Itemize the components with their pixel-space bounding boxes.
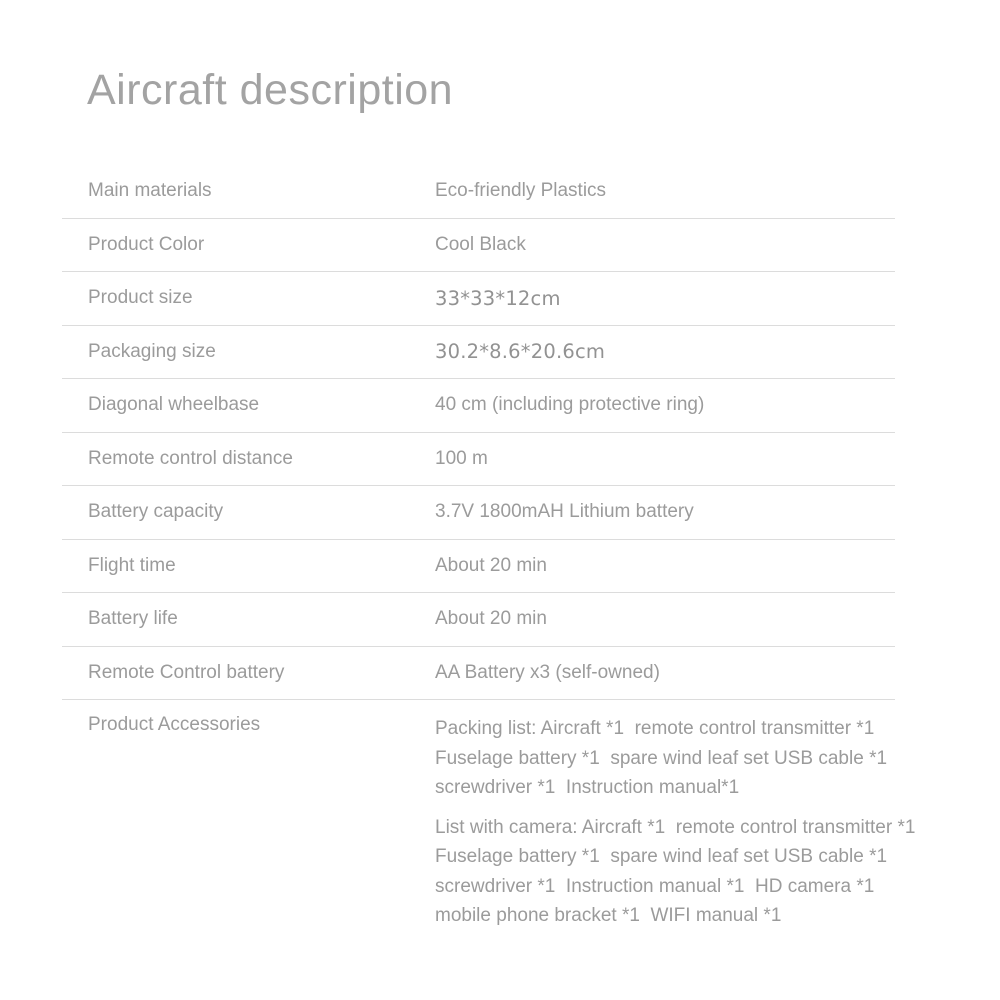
- spec-value-packaging-size: 30.2*8.6*20.6cm: [435, 340, 606, 364]
- table-row: [62, 326, 895, 380]
- camera-list-line: mobile phone bracket *1 WIFI manual *1: [435, 905, 782, 926]
- spec-value-flight-time: About 20 min: [435, 554, 547, 576]
- camera-list-paragraph: [435, 813, 915, 931]
- spec-value-battery-life: About 20 min: [435, 608, 547, 630]
- spec-label-product-accessories: Product Accessories: [88, 714, 261, 735]
- spec-value-remote-control-battery: AA Battery x3 (self-owned): [435, 661, 660, 683]
- spec-label-remote-control-distance: Remote control distance: [88, 447, 293, 469]
- spec-value-main-materials: Eco-friendly Plastics: [435, 180, 607, 202]
- packing-list-line: Packing list: Aircraft *1 remote control transmitter *1: [435, 718, 875, 739]
- spec-value-remote-control-distance: 100 m: [435, 447, 488, 469]
- camera-list-line: List with camera: Aircraft *1 remote control transmitter *1: [435, 816, 916, 838]
- table-row: [62, 486, 895, 540]
- packing-list-paragraph: [435, 714, 915, 803]
- table-row-product-accessories: [62, 700, 916, 926]
- spec-label-product-color: Product Color: [88, 233, 205, 255]
- camera-list-line: screwdriver *1 Instruction manual *1 HD camera *1: [435, 875, 875, 897]
- spec-label-flight-time: Flight time: [88, 554, 176, 576]
- camera-list-line: Fuselage battery *1 spare wind leaf set USB cable *1: [435, 846, 888, 867]
- spec-value-product-color: Cool Black: [435, 233, 526, 255]
- spec-label-remote-control-battery: Remote Control battery: [88, 661, 285, 683]
- spec-value-product-accessories: [435, 714, 915, 941]
- table-row: [62, 219, 895, 273]
- table-row: [62, 165, 895, 219]
- spec-label-packaging-size: Packaging size: [88, 340, 216, 362]
- spec-table: [62, 165, 916, 926]
- spec-label-main-materials: Main materials: [88, 180, 212, 202]
- table-row: [62, 379, 895, 433]
- page-title: Aircraft description: [87, 66, 454, 114]
- packing-list-line: Fuselage battery *1 spare wind leaf set USB cable *1: [435, 747, 888, 769]
- spec-label-diagonal-wheelbase: Diagonal wheelbase: [88, 394, 260, 416]
- spec-label-product-size: Product size: [88, 287, 193, 309]
- packing-list-line: screwdriver *1 Instruction manual*1: [435, 777, 740, 798]
- table-row: [62, 433, 895, 487]
- spec-label-battery-life: Battery life: [88, 608, 178, 630]
- table-row: [62, 593, 895, 647]
- spec-value-battery-capacity: 3.7V 1800mAH Lithium battery: [435, 501, 694, 523]
- spec-value-product-size: 33*33*12cm: [435, 286, 561, 310]
- table-row: [62, 272, 895, 326]
- spec-label-battery-capacity: Battery capacity: [88, 501, 224, 523]
- table-row: [62, 540, 895, 594]
- spec-value-diagonal-wheelbase: 40 cm (including protective ring): [435, 394, 705, 416]
- table-row: [62, 647, 895, 701]
